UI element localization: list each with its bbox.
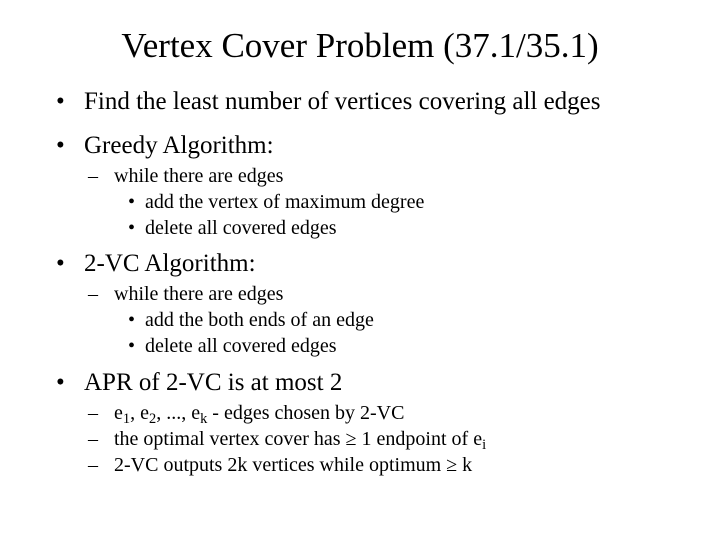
greedy-step-add: [128, 190, 424, 214]
greedy-step-delete: [128, 216, 337, 240]
2vc-step-delete: [128, 334, 337, 358]
step-text: add the both ends of an edge: [145, 309, 374, 331]
apr-output-line: [88, 453, 472, 477]
step-text: add the vertex of maximum degree: [145, 191, 425, 213]
dash-marker: –: [88, 165, 98, 187]
subscript-k: k: [200, 411, 208, 428]
slide-title: Vertex Cover Problem (37.1/35.1): [121, 26, 599, 65]
bullet-text: 2-VC Algorithm:: [84, 250, 256, 277]
bullet-greedy-algorithm: [56, 131, 274, 161]
subscript-1: 1: [122, 411, 131, 428]
bullet-marker: •: [128, 335, 136, 357]
loop-text: while there are edges: [114, 283, 284, 305]
greedy-loop: [88, 164, 283, 188]
loop-text: while there are edges: [114, 165, 284, 187]
2vc-loop: [88, 282, 283, 306]
dash-marker: –: [88, 454, 98, 476]
dash-marker: –: [88, 428, 98, 450]
step-text: delete all covered edges: [145, 217, 337, 239]
2vc-step-add: [128, 308, 374, 332]
output-text: 2-VC outputs 2k vertices while optimum ≥ k: [114, 454, 473, 476]
bullet-apr: [56, 368, 342, 398]
optimal-text: the optimal vertex cover has ≥ 1 endpoint of e: [114, 428, 483, 450]
subscript-2: 2: [148, 411, 157, 428]
bullet-2vc-algorithm: [56, 249, 256, 279]
bullet-marker: •: [56, 369, 65, 396]
step-text: delete all covered edges: [145, 335, 337, 357]
edge-e: e: [114, 402, 123, 424]
bullet-text: APR of 2-VC is at most 2: [84, 369, 343, 396]
dash-marker: –: [88, 283, 98, 305]
bullet-marker: •: [128, 191, 136, 213]
apr-optimal-line: [88, 427, 487, 454]
dash-marker: –: [88, 402, 98, 424]
bullet-text: Greedy Algorithm:: [84, 132, 274, 159]
edge-desc: - edges chosen by 2-VC: [207, 402, 405, 424]
bullet-marker: •: [56, 132, 65, 159]
bullet-least-vertices: [56, 87, 601, 117]
edge-sep: , e: [130, 402, 149, 424]
apr-edges-line: [88, 401, 405, 428]
bullet-marker: •: [56, 88, 65, 115]
subscript-i: i: [482, 437, 487, 454]
edge-sep: , ..., e: [156, 402, 201, 424]
bullet-text: Find the least number of vertices covering all edges: [84, 88, 601, 115]
bullet-marker: •: [128, 309, 136, 331]
bullet-marker: •: [56, 250, 65, 277]
bullet-marker: •: [128, 217, 136, 239]
